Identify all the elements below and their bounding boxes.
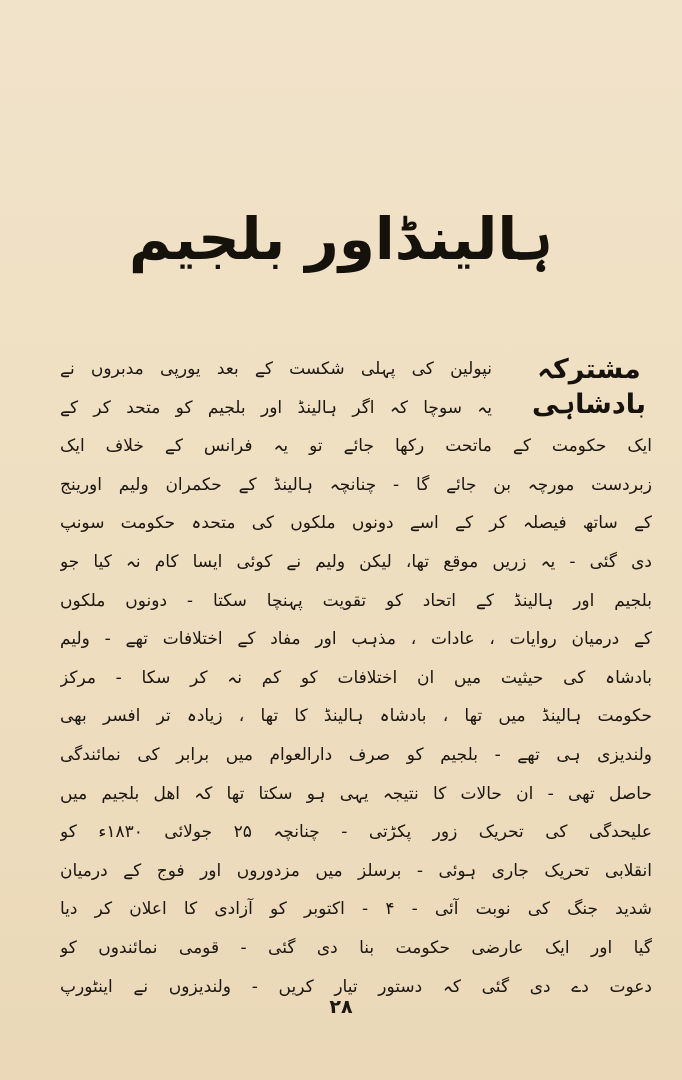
text-line: زبردست مورچہ بن جائے گا - چنانچہ ہالینڈ کے حکمران ولیم اورینج bbox=[60, 474, 652, 495]
text-line: نپولین کی پہلی شکست کے بعد یورپی مدبروں نے bbox=[60, 359, 492, 379]
text-line: انقلابی تحریک جاری ہوئی - برسلز میں مزدوروں اور فوج کے درمیان bbox=[60, 860, 652, 881]
text-line: یہ سوچا کہ اگر ہالینڈ اور بلجیم کو متحد کر کے bbox=[60, 397, 492, 418]
text-line: دعوت دے دی گئی کہ دستور تیار کریں - ولندیزوں نے اینٹورپ bbox=[60, 976, 652, 997]
page-number: ۲۸ bbox=[329, 996, 353, 1018]
text-line: علیحدگی کی تحریک زور پکڑتی - چنانچہ ۲۵ جولائی ۱۸۳۰ء کو bbox=[60, 822, 652, 843]
text-line: ایک حکومت کے ماتحت رکھا جائے تو یہ فرانس کے خلاف ایک bbox=[60, 436, 652, 457]
text-line: شدید جنگ کی نوبت آئی - ۴ - اکتوبر کو آزادی کا اعلان کر دیا bbox=[60, 899, 652, 920]
body-text bbox=[60, 350, 652, 1006]
text-line: گیا اور ایک عارضی حکومت بنا دی گئی - قومی نمائندوں کو bbox=[60, 937, 652, 958]
text-line: بلجیم اور ہالینڈ کے اتحاد کو تقویت پہنچا سکتا - دونوں ملکوں bbox=[60, 590, 652, 611]
side-heading: مشترکہ بادشاہی bbox=[532, 354, 646, 421]
text-line: کے ساتھ فیصلہ کر کے اسے دونوں ملکوں کی متحدہ حکومت سونپ bbox=[60, 513, 652, 534]
text-line: دی گئی - یہ زریں موقع تھا، لیکن ولیم نے کوئی ایسا کام نہ کیا جو bbox=[60, 551, 652, 572]
chapter-title: ہالینڈاور بلجیم bbox=[128, 205, 554, 273]
text-line: بادشاہ کی حیثیت میں ان اختلافات کو کم نہ کر سکا - مرکز bbox=[60, 667, 652, 688]
text-line: حاصل تھی - ان حالات کا نتیجہ یہی ہو سکتا تھا کہ اھل بلجیم میں bbox=[60, 783, 652, 804]
text-line: ولندیزی ہی تھے - بلجیم کو صرف دارالعوام میں برابر کی نمائندگی bbox=[60, 744, 652, 765]
text-line: کے درمیان روایات ، عادات ، مذہب اور مفاد کے اختلافات تھے - ولیم bbox=[60, 629, 652, 650]
text-line: حکومت ہالینڈ میں تھا ، بادشاہ ہالینڈ کا تھا ، زیادہ تر افسر بھی bbox=[60, 706, 652, 727]
